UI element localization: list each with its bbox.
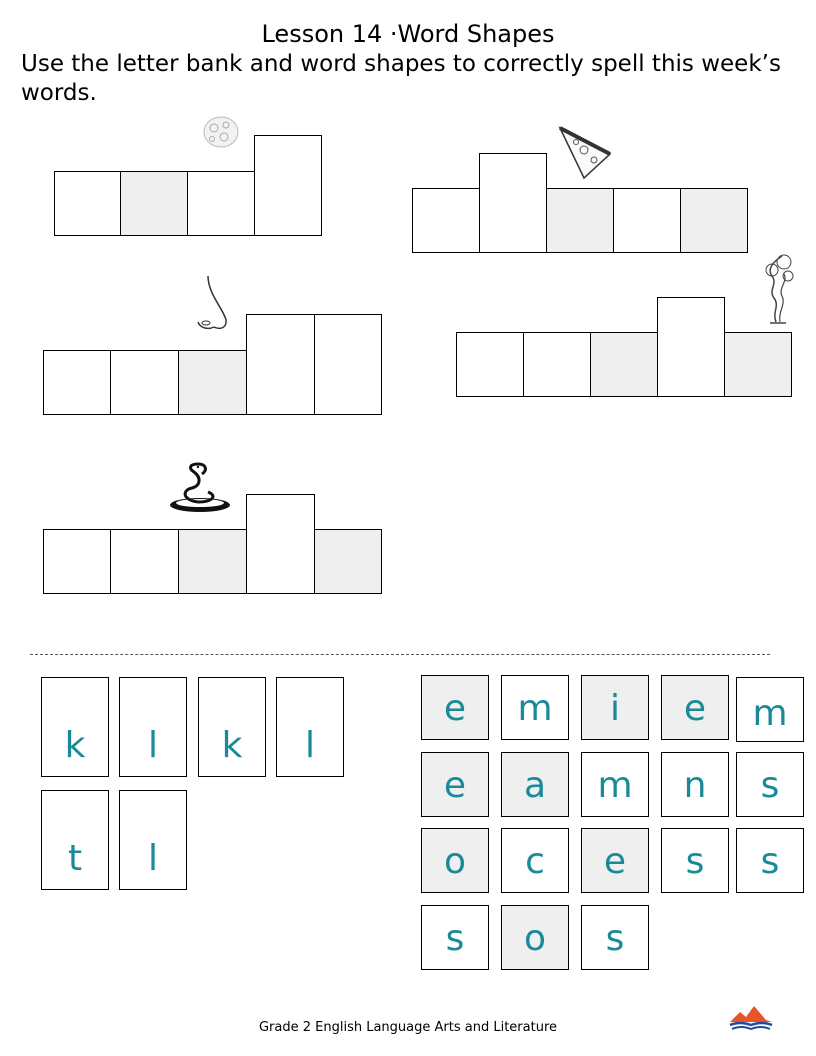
letter-box[interactable]	[314, 529, 382, 594]
letter-box[interactable]	[54, 171, 121, 236]
letter-box[interactable]	[246, 314, 315, 415]
letter-box[interactable]	[120, 171, 188, 236]
letter-tile[interactable]: e	[661, 675, 729, 740]
letter-tile[interactable]: s	[661, 828, 729, 893]
letter-box[interactable]	[680, 188, 748, 253]
letter-box[interactable]	[479, 153, 547, 253]
letter-box[interactable]	[613, 188, 681, 253]
letter-tile[interactable]: e	[581, 828, 649, 893]
letter-tile[interactable]: s	[736, 828, 804, 893]
letter-tile[interactable]: a	[501, 752, 569, 817]
letter-tile[interactable]: l	[276, 677, 344, 777]
nose-icon	[190, 274, 234, 336]
letter-box[interactable]	[523, 332, 591, 397]
letter-tile[interactable]: n	[661, 752, 729, 817]
letter-box[interactable]	[657, 297, 725, 397]
letter-tile[interactable]: c	[501, 828, 569, 893]
letter-tile[interactable]: o	[501, 905, 569, 970]
letter-box[interactable]	[412, 188, 480, 253]
letter-box[interactable]	[456, 332, 524, 397]
letter-box[interactable]	[43, 350, 111, 415]
letter-box[interactable]	[314, 314, 382, 415]
letter-box[interactable]	[178, 350, 247, 415]
letter-box[interactable]	[254, 135, 322, 236]
letter-tile[interactable]: m	[501, 675, 569, 740]
letter-tile[interactable]: s	[421, 905, 489, 970]
cheese-icon	[200, 110, 242, 152]
letter-box[interactable]	[43, 529, 111, 594]
letter-tile[interactable]: s	[736, 752, 804, 817]
footer-text: Grade 2 English Language Arts and Literature	[258, 1020, 558, 1035]
letter-tile[interactable]: s	[581, 905, 649, 970]
letter-tile[interactable]: o	[421, 828, 489, 893]
letter-tile[interactable]: m	[736, 677, 804, 742]
snake-icon	[168, 460, 234, 516]
cut-line-divider	[30, 654, 770, 655]
letter-box[interactable]	[590, 332, 658, 397]
letter-tile[interactable]: i	[581, 675, 649, 740]
letter-tile[interactable]: e	[421, 752, 489, 817]
letter-tile[interactable]: k	[198, 677, 266, 777]
page-title: Lesson 14 ·Word Shapes	[261, 20, 555, 48]
letter-tile[interactable]: l	[119, 790, 187, 890]
letter-box[interactable]	[187, 171, 255, 236]
letter-box[interactable]	[724, 332, 792, 397]
letter-box[interactable]	[246, 494, 315, 594]
letter-box[interactable]	[110, 350, 179, 415]
letter-tile[interactable]: l	[119, 677, 187, 777]
letter-tile[interactable]: k	[41, 677, 109, 777]
letter-box[interactable]	[178, 529, 247, 594]
letter-box[interactable]	[110, 529, 179, 594]
letter-tile[interactable]: t	[41, 790, 109, 890]
smoke-icon	[756, 252, 800, 326]
instructions: Use the letter bank and word shapes to correctly spell this week’s words.	[21, 51, 781, 106]
letter-tile[interactable]: m	[581, 752, 649, 817]
letter-box[interactable]	[546, 188, 614, 253]
letter-tile[interactable]: e	[421, 675, 489, 740]
mountain-book-logo-icon	[728, 1002, 774, 1032]
pizza-slice-icon	[556, 124, 614, 182]
